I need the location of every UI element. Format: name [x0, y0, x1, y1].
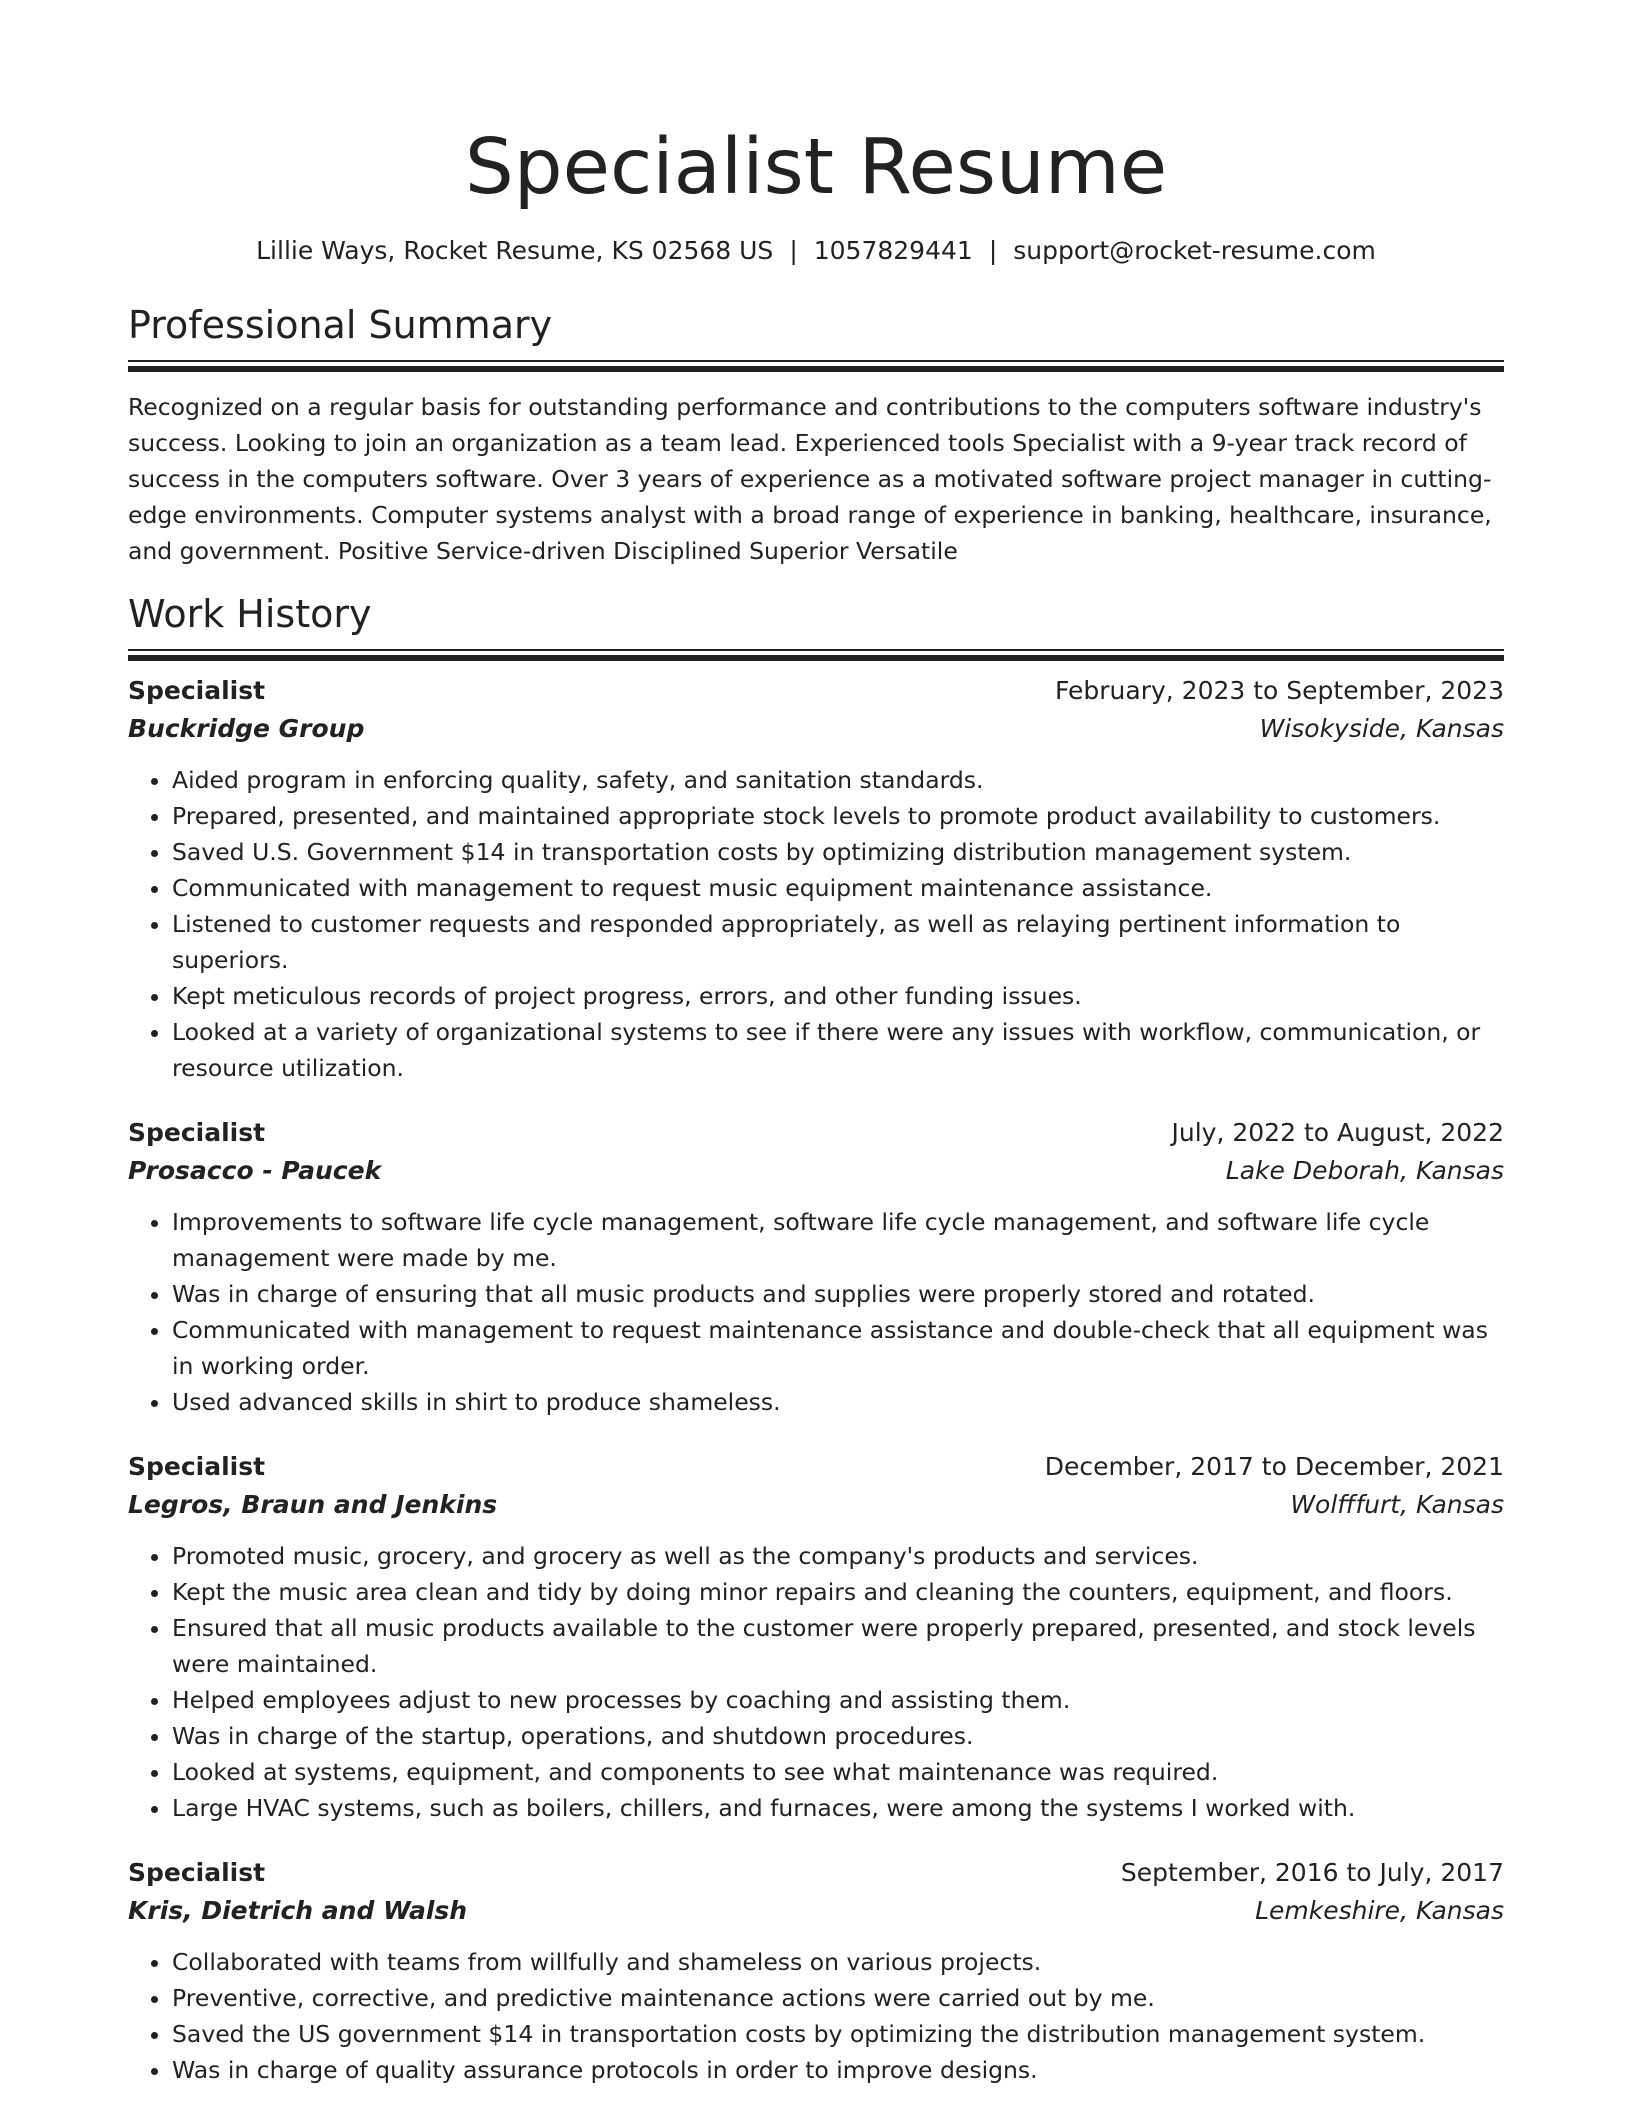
job-location: Wisokyside, Kansas	[1259, 714, 1504, 743]
list-item: • Communicated with management to request maintenance assistance and double-check that all equipment was in working order.	[172, 1312, 1504, 1384]
job-company: Kris, Dietrich and Walsh	[128, 1896, 468, 1925]
job-title-row	[128, 672, 1504, 710]
job-company-row	[128, 1892, 1504, 1930]
job-entry	[128, 1114, 1504, 1420]
list-item: • Kept the music area clean and tidy by doing minor repairs and cleaning the counters, equipment, and floors.	[172, 1574, 1504, 1610]
job-bullets	[128, 1944, 1504, 2088]
job-list	[128, 672, 1504, 2088]
list-item: • Improvements to software life cycle management, software life cycle management, and software life cycle management were made by me.	[172, 1204, 1504, 1276]
list-item: • Large HVAC systems, such as boilers, chillers, and furnaces, were among the systems I worked with.	[172, 1790, 1504, 1826]
job-title-row	[128, 1448, 1504, 1486]
contact-address: Lillie Ways, Rocket Resume, KS 02568 US	[256, 236, 774, 265]
job-company: Legros, Braun and Jenkins	[128, 1490, 498, 1519]
list-item: • Collaborated with teams from willfully and shameless on various projects.	[172, 1944, 1504, 1980]
job-entry	[128, 1448, 1504, 1826]
contact-separator: |	[988, 236, 998, 265]
list-item: • Used advanced skills in shirt to produce shameless.	[172, 1384, 1504, 1420]
list-item: • Saved the US government $14 in transportation costs by optimizing the distribution management system.	[172, 2016, 1504, 2052]
job-company-row	[128, 710, 1504, 748]
list-item: • Looked at a variety of organizational systems to see if there were any issues with workflow, communication, or resource utilization.	[172, 1014, 1504, 1086]
job-location: Lake Deborah, Kansas	[1225, 1156, 1504, 1185]
work-history-section	[128, 591, 1504, 2088]
contact-line	[128, 234, 1504, 268]
job-bullets	[128, 762, 1504, 1086]
job-bullets	[128, 1538, 1504, 1826]
contact-separator: |	[789, 236, 798, 265]
summary-section	[128, 302, 1504, 569]
job-title: Specialist	[128, 1858, 266, 1887]
list-item: • Ensured that all music products available to the customer were properly prepared, presented, and stock levels were maintained.	[172, 1610, 1504, 1682]
job-title-row	[128, 1854, 1504, 1892]
job-dates: December, 2017 to December, 2021	[1044, 1452, 1504, 1481]
section-divider	[128, 649, 1504, 660]
job-dates: July, 2022 to August, 2022	[1171, 1118, 1504, 1147]
list-item: • Was in charge of the startup, operations, and shutdown procedures.	[172, 1718, 1504, 1754]
job-company: Prosacco - Paucek	[128, 1156, 382, 1185]
job-entry	[128, 672, 1504, 1086]
job-title: Specialist	[128, 1118, 266, 1147]
job-title: Specialist	[128, 1452, 266, 1481]
section-divider	[128, 360, 1504, 371]
list-item: • Was in charge of quality assurance protocols in order to improve designs.	[172, 2052, 1504, 2088]
work-history-heading: Work History	[128, 592, 372, 636]
job-location: Lemkeshire, Kansas	[1255, 1896, 1504, 1925]
list-item: • Looked at systems, equipment, and components to see what maintenance was required.	[172, 1754, 1504, 1790]
summary-heading: Professional Summary	[128, 303, 553, 347]
job-company-row	[128, 1486, 1504, 1524]
contact-phone: 1057829441	[813, 236, 973, 265]
contact-email: support@rocket-resume.com	[1013, 236, 1376, 265]
list-item: • Communicated with management to request music equipment maintenance assistance.	[172, 870, 1504, 906]
list-item: • Was in charge of ensuring that all music products and supplies were properly stored and rotated.	[172, 1276, 1504, 1312]
job-title-row	[128, 1114, 1504, 1152]
summary-text: Recognized on a regular basis for outstanding performance and contributions to the computers software industry's success. Looking to join an organization as a team lead. Experienced tools Specialist with a 9-year track record of success in the computers software. Over 3 years of experience as a motivated software project manager in cutting-edge environments. Computer systems analyst with a broad range of experience in banking, healthcare, insurance, and government. Positive Service-driven Disciplined Superior Versatile	[128, 393, 1492, 565]
list-item: • Helped employees adjust to new processes by coaching and assisting them.	[172, 1682, 1504, 1718]
list-item: • Prepared, presented, and maintained appropriate stock levels to promote product availability to customers.	[172, 798, 1504, 834]
list-item: • Kept meticulous records of project progress, errors, and other funding issues.	[172, 978, 1504, 1014]
job-company-row	[128, 1152, 1504, 1190]
job-bullets	[128, 1204, 1504, 1420]
job-dates: September, 2016 to July, 2017	[1120, 1858, 1504, 1887]
resume-page	[128, 120, 1504, 2088]
list-item: • Listened to customer requests and responded appropriately, as well as relaying pertinent information to superiors.	[172, 906, 1504, 978]
job-dates: February, 2023 to September, 2023	[1055, 676, 1504, 705]
list-item: • Promoted music, grocery, and grocery as well as the company's products and services.	[172, 1538, 1504, 1574]
job-entry	[128, 1854, 1504, 2088]
list-item: • Saved U.S. Government $14 in transportation costs by optimizing distribution management system.	[172, 834, 1504, 870]
list-item: • Aided program in enforcing quality, safety, and sanitation standards.	[172, 762, 1504, 798]
page-title: Specialist Resume	[464, 123, 1168, 212]
list-item: • Preventive, corrective, and predictive maintenance actions were carried out by me.	[172, 1980, 1504, 2016]
job-title: Specialist	[128, 676, 266, 705]
job-company: Buckridge Group	[128, 714, 365, 743]
job-location: Wolfffurt, Kansas	[1290, 1490, 1504, 1519]
